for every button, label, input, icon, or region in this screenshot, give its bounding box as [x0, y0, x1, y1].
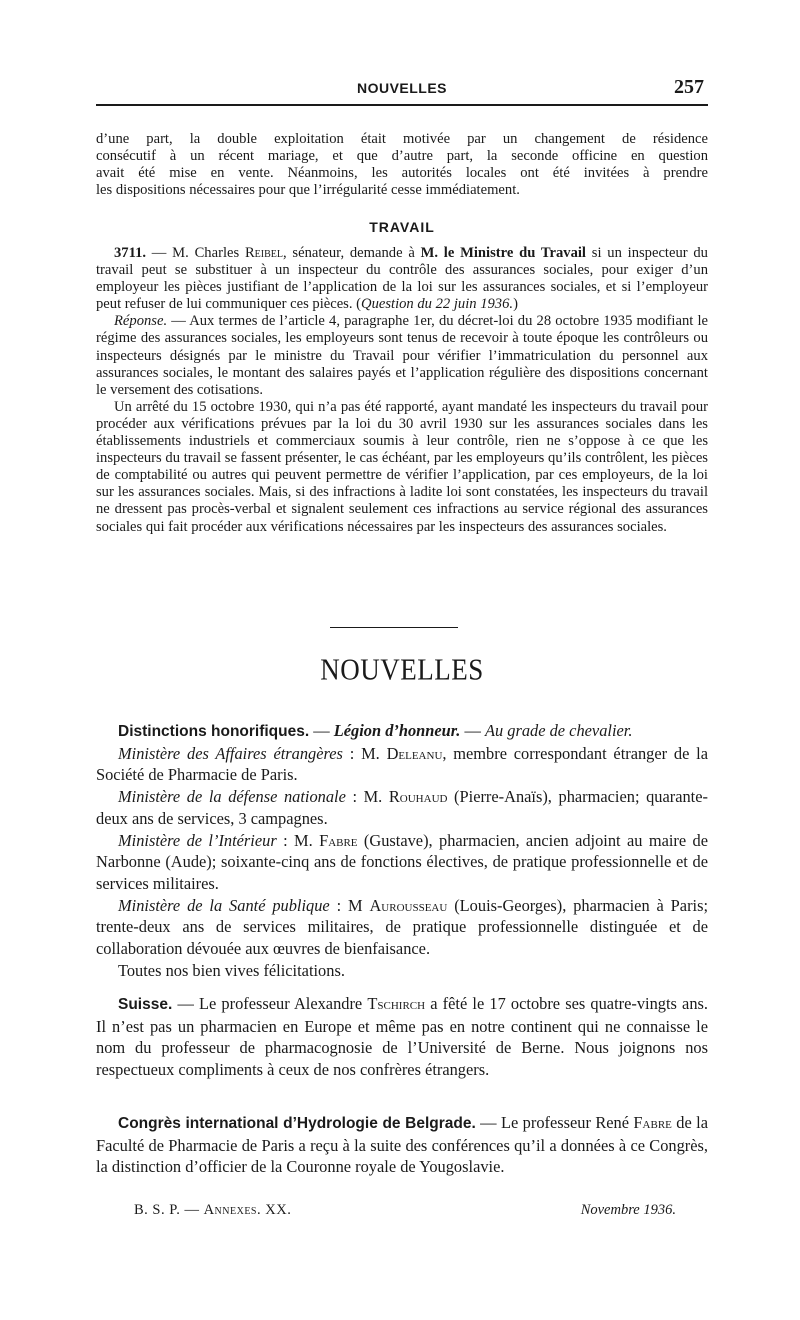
entry-separator: : M	[329, 895, 370, 915]
honoree-name: Rouhaud	[388, 787, 448, 807]
footer-suffix: . XX.	[257, 1202, 292, 1218]
honoree-name: Aurousseau	[369, 895, 448, 915]
professor-name: Fabre	[633, 1113, 672, 1132]
suisse-section	[96, 993, 708, 1081]
grade-label: Au grade de chevalier.	[484, 721, 633, 740]
question-close: )	[513, 296, 518, 313]
honoree-name: Deleanu	[386, 743, 443, 763]
congres-paragraph	[96, 1112, 708, 1178]
question-prefix: — M. Charles	[146, 245, 245, 261]
second-paragraph: Un arrêté du 15 octobre 1930, qui n’a pas été rapporté, ayant mandaté les inspecteurs du travail pour procéder aux vérifications prévues par la loi du 30 avril 1930 sur les assurances sociales dans les établissements industriels et commerciaux soumis à leur contrôle, rien ne s’oppose à ce que les inspecteurs du travail se fassent présenter, le cas échéant, par les employeurs qu’ils contrôlent, les pièces de comptabilité ou autres qui peuvent permettre de vérifier l’application, par ces employeurs, de la loi sur les assurances sociales. Mais, si des infractions à ladite loi sont constatées, les inspecteurs du travail ne dressent pas procès-verbal et signalent seulement ces infractions au service régional des assurances sociales qui fait procéder aux vérifications nécessaires par les inspecteurs des assurances sociales.	[96, 398, 708, 535]
suisse-paragraph	[96, 993, 708, 1081]
question-paragraph	[96, 245, 708, 313]
congres-heading: Congrès international d’Hydrologie de Belgrade.	[118, 1115, 476, 1132]
distinction-entry	[96, 830, 708, 895]
travail-section	[96, 245, 708, 536]
distinctions-closing: Toutes nos bien vives félicitations.	[118, 960, 345, 980]
running-title: NOUVELLES	[356, 80, 448, 96]
distinctions-heading-line	[96, 720, 708, 743]
running-header	[96, 78, 708, 100]
heading-dash: —	[309, 721, 334, 740]
entry-text: , membre correspondant étranger de la Société de Pharmacie de Paris.	[96, 743, 708, 785]
intro-line: les dispositions nécessaires pour que l’irrégularité cesse immédiatement.	[96, 182, 520, 199]
congres-text: de la Faculté de Pharmacie de Paris a reçu à la suite des conférences qu’il a données à ce Congrès, la distinction d’officier de la Couronne royale de Yougoslavie.	[96, 1113, 708, 1177]
legion-label: Légion d’honneur.	[333, 721, 461, 740]
ministry-label: Ministère des Affaires étrangères	[118, 743, 343, 763]
question-date: Question du 22 juin 1936.	[361, 296, 514, 313]
entry-separator: : M.	[345, 787, 389, 807]
entry-separator: : M.	[342, 743, 387, 763]
suisse-heading: Suisse.	[118, 996, 173, 1013]
ministry-label: Ministère de la Santé publique	[118, 895, 330, 915]
question-text: si un inspecteur du travail peut se substituer à un inspecteur du contrôle des assurances sociales, pour exiger d’un employeur les pièces justifiant de l’application de la loi sur les assurances sociales, et si l’employeur peut refuser de lui communiquer ces pièces. (	[96, 245, 708, 313]
entry-text: (Pierre-Anaïs), pharmacien; quarante-deux ans de services, 3 campagnes.	[96, 787, 708, 828]
suisse-text: a fêté le 17 octobre ses quatre-vingts ans. Il n’est pas un pharmacien en Europe et même pas en notre continent qui ne connaisse le nom du professeur de pharmacognosie de l’Université de Berne. Nous joignons nos respectueux compliments à ceux de nos confrères étrangers.	[96, 994, 708, 1080]
congres-pre: — Le professeur René	[475, 1113, 634, 1132]
senator-name: Reibel	[244, 245, 283, 261]
page-footer	[96, 1202, 708, 1222]
suisse-pre: — Le professeur Alexandre	[172, 994, 368, 1013]
footer-date: Novembre 1936.	[580, 1202, 676, 1218]
distinctions-heading: Distinctions honorifiques.	[118, 723, 310, 740]
header-rule	[96, 104, 708, 106]
minister-name: M. le Ministre du Travail	[420, 245, 586, 261]
footer-annexes: Annexes	[203, 1202, 257, 1218]
intro-line: d’une part, la double exploitation était motivée par un changement de résidence	[96, 131, 708, 147]
professor-name: Tschirch	[367, 994, 426, 1013]
honoree-name: Fabre	[319, 830, 358, 850]
distinction-entry	[96, 786, 708, 829]
intro-paragraph	[96, 131, 708, 199]
distinction-entry	[96, 743, 708, 786]
nouvelles-section	[96, 720, 708, 981]
page-number: 257	[674, 76, 704, 98]
question-number: 3711.	[114, 245, 147, 261]
section-title-nouvelles: NOUVELLES	[320, 651, 484, 687]
distinction-entry	[96, 895, 708, 960]
answer-text: — Aux termes de l’article 4, paragraphe 1er, du décret-loi du 28 octobre 1935 modifiant le régime des assurances sociales, les employeurs sont tenus de recevoir à toute époque les contrôleurs ou inspecteurs désignés par le ministre du Travail pour vérifier l’immatriculation du personnel aux assurances sociales, le montant des salaires payés et l’application régulière des dispositions concernant le versement des cotisations.	[96, 313, 708, 398]
footer-prefix: B. S. P. —	[134, 1202, 204, 1218]
ministry-label: Ministère de l’Intérieur	[118, 830, 277, 850]
section-title-travail: TRAVAIL	[369, 219, 435, 235]
intro-line: consécutif à un récent mariage, et que d’autre part, la seconde officine en question	[96, 148, 708, 165]
answer-paragraph	[96, 313, 708, 398]
ministry-label: Ministère de la défense nationale	[118, 787, 346, 807]
heading-dash: —	[460, 721, 485, 740]
footer-reference	[134, 1202, 291, 1219]
congres-section	[96, 1112, 708, 1178]
question-mid: , sénateur, demande à	[283, 245, 421, 261]
section-divider	[330, 627, 458, 628]
answer-label: Réponse.	[114, 313, 168, 330]
entry-text: (Gustave), pharmacien, ancien adjoint au maire de Narbonne (Aude); soixante-cinq ans de fonctions électives, de pratique professionnelle et de services militaires.	[96, 830, 708, 893]
intro-line: avait été mise en vente. Néanmoins, les autorités locales ont été invitées à prendre	[96, 165, 708, 182]
entry-text: (Louis-Georges), pharmacien à Paris; trente-deux ans de services militaires, de pratique professionnelle distinguée et de collaboration dévouée aux œuvres de bienfaisance.	[96, 895, 709, 959]
entry-separator: : M.	[276, 830, 320, 850]
